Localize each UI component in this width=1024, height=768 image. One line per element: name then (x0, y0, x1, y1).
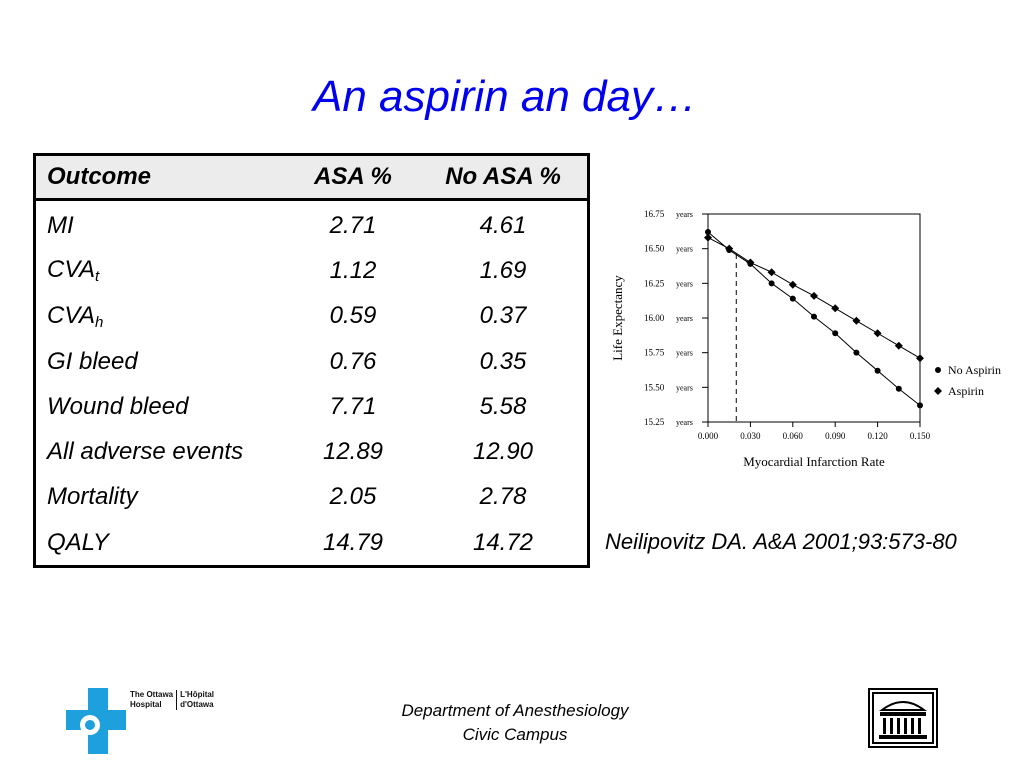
footer-campus: Civic Campus (462, 725, 568, 744)
x-tick-label: 0.000 (697, 431, 719, 441)
y-tick-label: 15.75 (644, 347, 665, 358)
header-no-asa: No ASA % (419, 155, 589, 200)
x-tick-label: 0.090 (825, 431, 846, 441)
outcome-label: Mortality (47, 483, 138, 511)
no-asa-cell: 5.58 (479, 392, 527, 420)
asa-cell: 0.76 (329, 347, 377, 375)
outcomes-table (33, 153, 590, 568)
y-tick-unit: years (676, 279, 693, 289)
asa-cell: 2.71 (329, 211, 377, 239)
no-asa-cell: 0.35 (479, 347, 527, 375)
data-point-aspirin (895, 342, 903, 350)
outcome-label: MI (47, 211, 74, 239)
data-point-aspirin (852, 317, 860, 325)
outcome-label: CVA (47, 256, 96, 284)
legend-marker-no-aspirin (935, 367, 941, 373)
outcome-subscript: h (95, 313, 104, 331)
life-expectancy-chart (600, 200, 1020, 485)
no-asa-cell: 2.78 (479, 483, 527, 511)
footer (320, 699, 710, 747)
hospital-logo-wordmark (130, 690, 214, 710)
y-tick-unit: years (676, 383, 693, 393)
y-tick-label: 16.50 (644, 243, 665, 254)
x-tick-label: 0.030 (740, 431, 761, 441)
data-point-no-aspirin (853, 350, 859, 356)
no-asa-cell: 14.72 (472, 528, 534, 556)
hospital-cross-icon (66, 688, 126, 754)
outcome-cell (35, 294, 288, 339)
data-point-aspirin (810, 292, 818, 300)
logo-text-fr-2: d'Ottawa (180, 700, 214, 709)
data-point-no-aspirin (769, 280, 775, 286)
table-row (35, 200, 589, 249)
outcome-cell (35, 384, 288, 429)
asa-cell: 12.89 (322, 438, 384, 466)
asa-cell: 2.05 (329, 483, 377, 511)
outcome-cell (35, 520, 288, 567)
table-row (35, 339, 589, 384)
data-point-aspirin (768, 268, 776, 276)
legend-label-no-aspirin: No Aspirin (948, 363, 1002, 377)
data-point-aspirin (789, 281, 797, 289)
y-tick-unit: years (676, 210, 693, 219)
legend-label-aspirin: Aspirin (948, 384, 984, 398)
data-point-no-aspirin (832, 330, 838, 336)
no-asa-cell: 12.90 (472, 438, 534, 466)
outcome-cell (35, 429, 288, 474)
data-point-no-aspirin (811, 314, 817, 320)
outcome-label: All adverse events (47, 438, 244, 466)
outcome-subscript: t (95, 268, 100, 286)
x-tick-label: 0.120 (867, 431, 888, 441)
no-asa-cell: 4.61 (479, 211, 527, 239)
x-axis-label: Myocardial Infarction Rate (743, 454, 885, 469)
slide-title: An aspirin an day… (313, 72, 697, 121)
citation: Neilipovitz DA. A&A 2001;93:573-80 (605, 529, 957, 554)
y-tick-unit: years (676, 418, 693, 427)
logo-text-fr-1: L'Hôpital (180, 690, 215, 699)
legend-marker-aspirin (934, 387, 942, 395)
y-tick-label: 16.25 (644, 278, 665, 289)
outcome-label: GI bleed (47, 347, 138, 375)
table-header-row (35, 155, 589, 200)
outcome-cell (35, 475, 288, 520)
asa-cell: 14.79 (322, 528, 384, 556)
footer-department: Department of Anesthesiology (401, 701, 629, 720)
data-point-no-aspirin (790, 296, 796, 302)
table-row (35, 520, 589, 567)
data-point-aspirin (831, 304, 839, 312)
data-point-aspirin (916, 354, 924, 362)
outcome-cell (35, 339, 288, 384)
outcome-label: CVA (47, 301, 96, 329)
header-asa: ASA % (287, 155, 419, 200)
asa-cell: 7.71 (329, 392, 377, 420)
asa-cell: 1.12 (329, 256, 377, 284)
data-point-no-aspirin (896, 386, 902, 392)
table-row (35, 429, 589, 474)
y-tick-label: 15.50 (644, 382, 665, 393)
data-point-no-aspirin (875, 368, 881, 374)
logo-text-en-1: The Ottawa (130, 690, 174, 699)
data-point-no-aspirin (917, 402, 923, 408)
y-tick-label: 16.00 (644, 313, 665, 323)
university-building-logo (868, 688, 938, 748)
y-tick-label: 16.75 (644, 209, 665, 219)
y-tick-unit: years (676, 314, 693, 323)
y-tick-unit: years (676, 244, 693, 254)
table-row (35, 248, 589, 293)
outcome-label: Wound bleed (47, 392, 189, 420)
ottawa-hospital-logo (66, 688, 236, 754)
no-asa-cell: 0.37 (479, 302, 527, 330)
outcome-cell (35, 248, 288, 293)
outcome-cell (35, 200, 288, 249)
data-point-aspirin (874, 329, 882, 337)
table-row (35, 384, 589, 429)
x-tick-label: 0.150 (909, 431, 931, 441)
y-axis-label: Life Expectancy (610, 275, 625, 361)
y-tick-label: 15.25 (644, 417, 665, 427)
y-tick-unit: years (676, 348, 693, 358)
header-outcome: Outcome (35, 155, 288, 200)
table-row (35, 475, 589, 520)
x-tick-label: 0.060 (782, 431, 803, 441)
data-point-aspirin (746, 259, 754, 267)
logo-text-en-2: Hospital (130, 700, 162, 709)
no-asa-cell: 1.69 (479, 256, 527, 284)
outcome-label: QALY (47, 528, 109, 556)
table-row (35, 294, 589, 339)
asa-cell: 0.59 (329, 302, 377, 330)
